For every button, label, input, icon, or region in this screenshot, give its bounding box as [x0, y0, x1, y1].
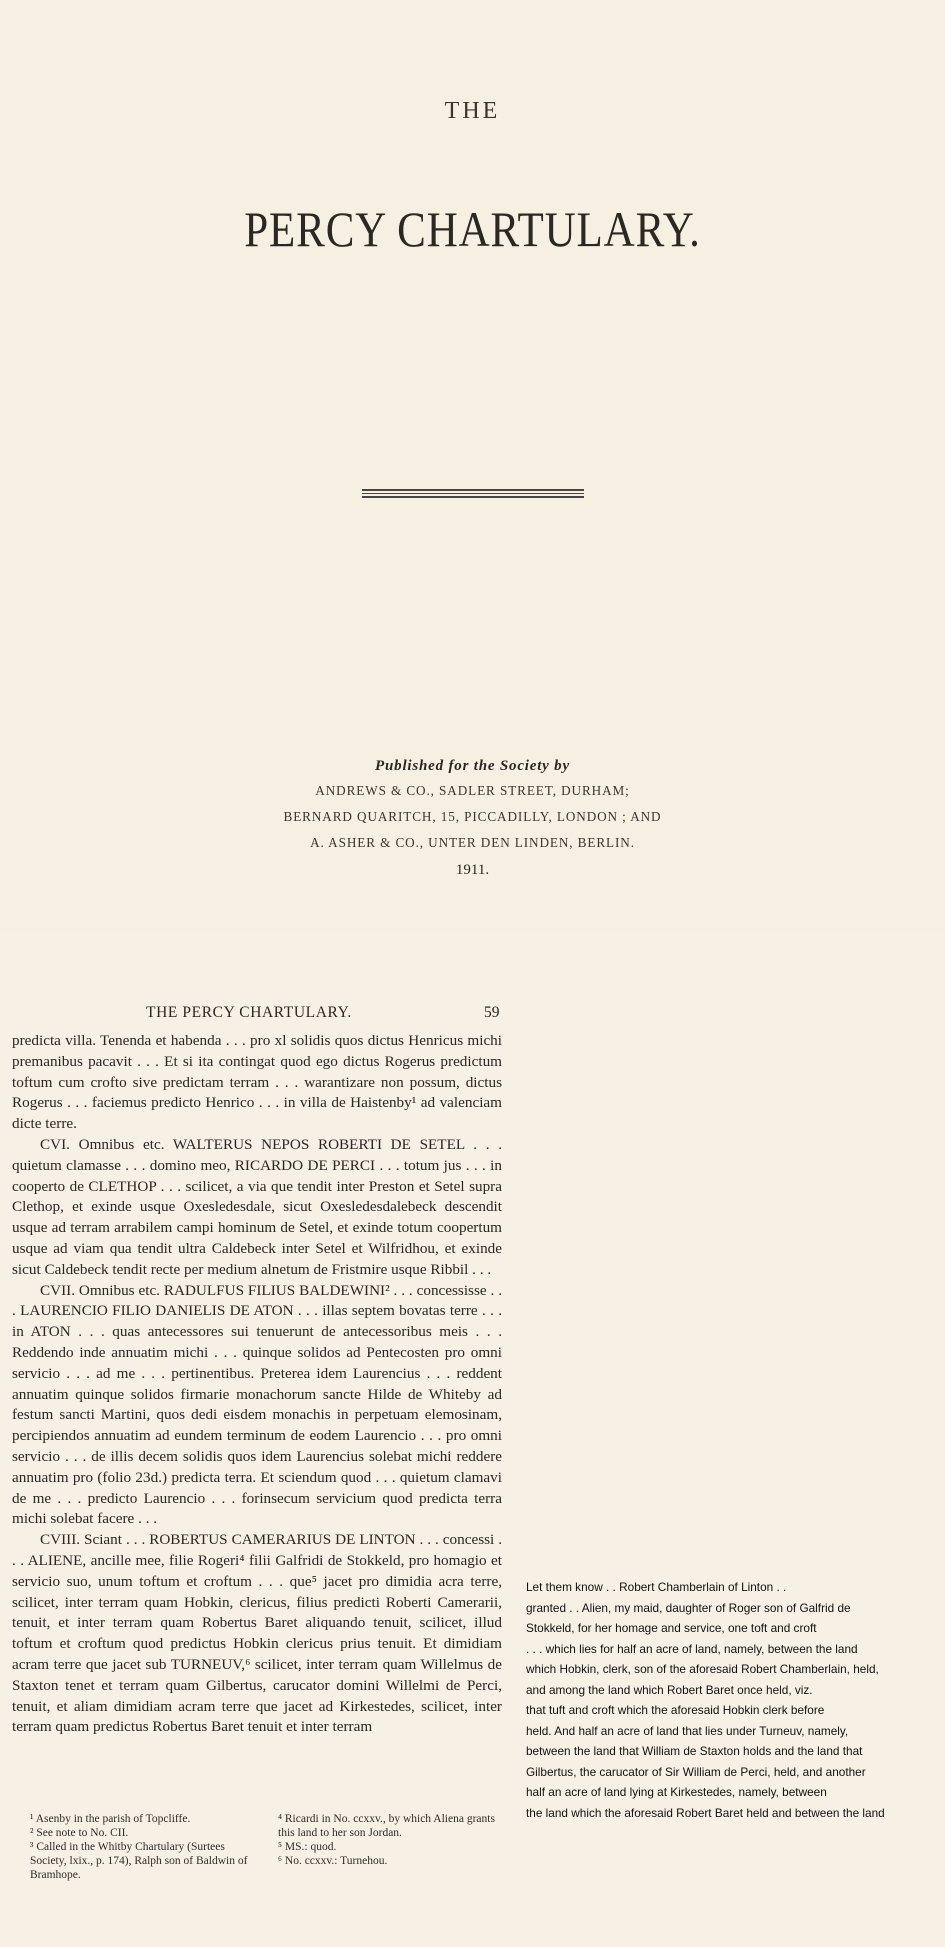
translation-line: that tuft and croft which the aforesaid Hobkin clerk before [526, 1703, 825, 1717]
footnote-1: ¹ Asenby in the parish of Topcliffe. [30, 1813, 191, 1825]
translation-line: between the land that William de Staxton holds and the land that [526, 1744, 863, 1758]
footnotes-left [30, 1812, 260, 1882]
footnote-5: ⁵ MS.: quod. [278, 1841, 337, 1853]
publication-year: 1911. [455, 862, 490, 878]
charter-text [12, 1031, 502, 1738]
footnote-4: ⁴ Ricardi in No. ccxxv., by which Aliena grants this land to her son Jordan. [278, 1813, 495, 1839]
translation-line: Stokkeld, for her homage and service, one toft and croft [526, 1621, 817, 1635]
translation-line: which Hobkin, clerk, son of the aforesaid Robert Chamberlain, held, [526, 1662, 879, 1676]
translation-line: . . . which lies for half an acre of land, namely, between the land [526, 1641, 858, 1656]
publisher-line-3: A. ASHER & CO., UNTER DEN LINDEN, BERLIN. [310, 835, 635, 850]
footnote-3: ³ Called in the Whitby Chartulary (Surtees Society, lxix., p. 174), Ralph son of Baldwin of Bramhope. [30, 1841, 248, 1881]
footnote-6: ⁶ No. ccxxv.: Turnehou. [278, 1855, 388, 1867]
title-article: THE [444, 98, 501, 124]
translation-line: Gilbertus, the carucator of Sir William de Perci, held, and another [526, 1764, 866, 1779]
title-rule-bottom [362, 496, 584, 498]
title-page [0, 0, 945, 930]
paragraph-cv-end: predicta villa. Tenenda et habenda . . . pro xl solidis quos dictus Henricus michi premanibus pacavit . . . Et si ita contingat quod ego dictus Rogerus predictum toftum cum crofto sive predictam terram . . . warantizare non possum, dictus Rogerus . . . faciemus predicto Henrico . . . in villa de Haistenby¹ ad valenciam dicte terre. [12, 1032, 502, 1133]
translation-annotation [526, 1577, 945, 1823]
title-rule-middle [362, 493, 584, 494]
title-rule-top [362, 489, 584, 491]
translation-line: and among the land which Robert Baret once held, viz. [526, 1682, 813, 1697]
translation-line: half an acre of land lying at Kirkestedes, namely, between [526, 1785, 827, 1799]
page-number: 59 [484, 1004, 500, 1021]
publisher-line-2: BERNARD QUARITCH, 15, PICCADILLY, LONDON ; AND [283, 809, 662, 824]
footnote-2: ² See note to No. CII. [30, 1827, 129, 1839]
publisher-line-1: ANDREWS & CO., SADLER STREET, DURHAM; [315, 783, 630, 798]
translation-line: granted . . Alien, my maid, daughter of Roger son of Galfrid de [526, 1600, 851, 1615]
translation-line: Let them know . . Robert Chamberlain of Linton . . [526, 1580, 787, 1594]
footnotes-right [278, 1812, 508, 1868]
published-by-line: Published for the Society by [375, 758, 570, 774]
paragraph-cviii: CVIII. Sciant . . . ROBERTUS CAMERARIUS DE LINTON . . . concessi . . . ALIENE, ancille mee, filie Rogeri⁴ filii Galfridi de Stokkeld, pro homagio et servicio suo, unum toftum et croftum . . . que⁵ jacet pro dimidia acra terre, scilicet, inter terram quam Hobkin, clericus, filius predicti Roberti Camerarii, tenuit, et inter terram quam Robertus Baret aliquando tenuit, scilicet, illud toftum et croftum quod predictus Hobkin clericus prius tenuit. Et dimidiam acram terre que jacet sub TURNEUV,⁶ scilicet, inter terram quam Willelmus de Staxton tenet et terram quam Gilbertus, carucator domini Willelmi de Perci, tenuit, et aliam dimidiam acram terre que jacet ad Kirkestedes, scilicet, inter terram quam predictus Robertus Baret tenuit et inter terram [12, 1531, 502, 1736]
translation-line: the land which the aforesaid Robert Baret held and between the land [526, 1805, 885, 1820]
paragraph-cvii: CVII. Omnibus etc. RADULFUS FILIUS BALDEWINI² . . . concessisse . . . LAURENCIO FILIO DANIELIS DE ATON . . . illas septem bovatas terre . . . in ATON . . . quas antecessores sui tenuerunt de antecessoribus meis . . . Reddendo inde annuatim michi . . . quinque solidos ad Pentecosten pro omni servicio . . . ad me . . . pertinentibus. Preterea idem Laurencius . . . reddent annuatim quinque solidos firmarie monachorum sancte Hilde de Whiteby ad festum sancti Martini, quos dedi eisdem monachis in perpetuam elemosinam, percipiendos annuatim ad eundem terminum de eodem Laurencio . . . pro omni servicio . . . de illis decem solidis quos idem Laurencius solebat michi reddere annuatim pro (folio 23d.) predicta terra. Et sciendum quod . . . quietum clamavi de me . . . predicto Laurencio . . . forinsecum servicium quod predicta terra michi solebat facere . . . [12, 1281, 502, 1528]
paragraph-cvi: CVI. Omnibus etc. WALTERUS NEPOS ROBERTI DE SETEL . . . quietum clamasse . . . domino meo, RICARDO DE PERCI . . . totum jus . . . in cooperto de CLETHOP . . . scilicet, a via que tendit inter Preston et Setel supra Clethop, et exinde usque Oxesledesdale, sicut Oxesledesdalebeck descendit usque ad terram arrabilem campi hominum de Setel, et exinde totum coopertum usque ad viam qua tendit ultra Caldebeck inter Setel et Wilfridhou, et exinde sicut Caldebeck tendit recte per medium alnetum de Fristmire usque Ribbil . . . [12, 1135, 502, 1278]
publisher-block [0, 754, 945, 879]
translation-line: held. And half an acre of land that lies under Turneuv, namely, [526, 1723, 849, 1738]
running-head: THE PERCY CHARTULARY. [146, 1004, 352, 1021]
book-title: PERCY CHARTULARY. [244, 201, 701, 257]
